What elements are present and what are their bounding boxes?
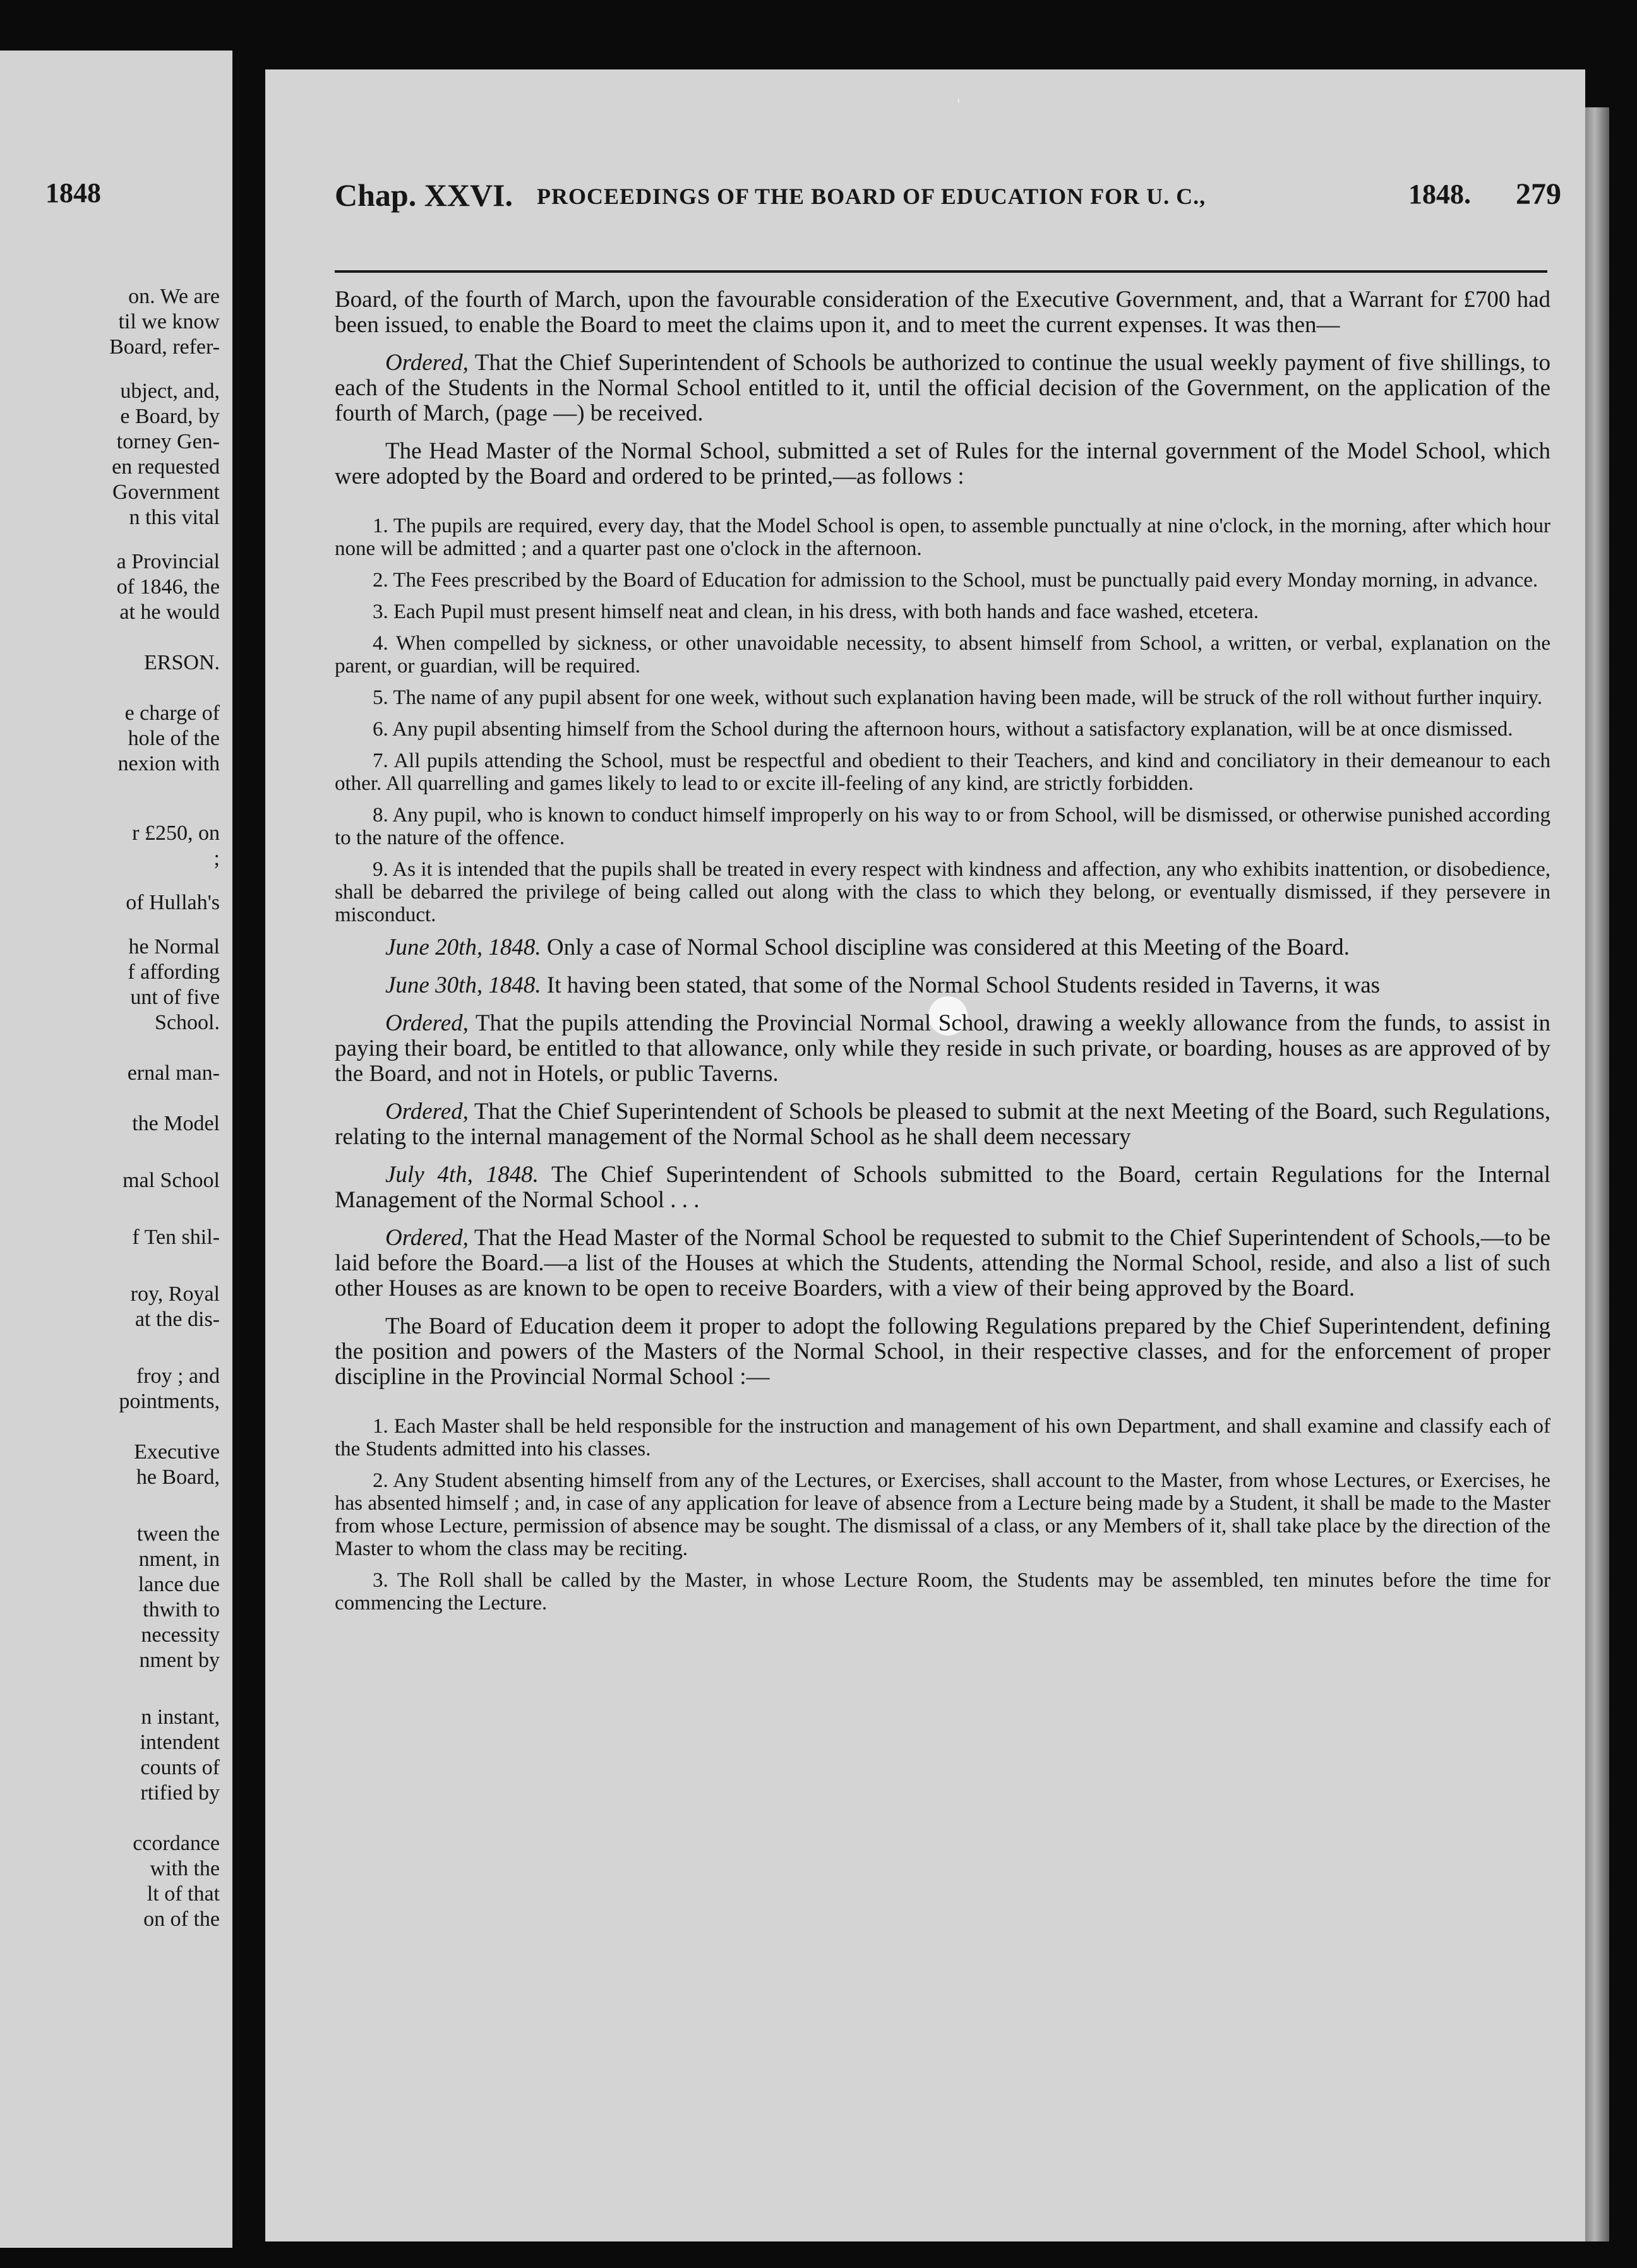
- facing-page: [0, 51, 232, 2248]
- paragraph-text: That the pupils attending the Provincial Normal School, drawing a weekly allowance from the funds, to assist in paying their board, be entitled to that allowance, only while they reside in such private, or boarding, houses as are approved of by the Board, and not in Hotels, or public Taverns.: [335, 1010, 1550, 1087]
- facing-page-text-fragment: unt of five: [130, 986, 220, 1009]
- model-school-rule: 1. The pupils are required, every day, that the Model School is open, to assemble punctually at nine o'clock, in the morning, after which hour none will be admitted ; and a quarter past one o'clock in the afternoon.: [335, 515, 1550, 560]
- facing-page-text-fragment: pointments,: [119, 1390, 220, 1413]
- paragraph-text: That the Chief Superintendent of Schools be pleased to submit at the next Meeting of the Board, such Regulations, relating to the internal management of the Normal School as he shall deem necessary: [335, 1099, 1550, 1150]
- facing-page-text-fragment: School.: [155, 1011, 220, 1034]
- paragraph-text: That the Chief Superintendent of Schools be authorized to continue the usual weekly payment of five shillings, to each of the Students in the Normal School entitled to it, until the official decision of the Government, on the application of the fourth of March, (page —) be received.: [335, 350, 1550, 426]
- paragraph-text: Only a case of Normal School discipline was considered at this Meeting of the Board.: [541, 934, 1350, 960]
- ordered-label: Ordered,: [385, 1099, 469, 1125]
- facing-page-text-fragment: f Ten shil-: [132, 1226, 220, 1249]
- facing-page-text-fragment: mal School: [123, 1169, 220, 1192]
- paragraph: [335, 1226, 1550, 1301]
- meeting-entry: [335, 973, 1550, 998]
- running-year: 1848.: [1408, 179, 1471, 210]
- paragraph: The Board of Education deem it proper to adopt the following Regulations prepared by the Chief Superintendent, defining the position and powers of the Masters of the Normal School, in their respective classes, and for the enforcement of proper discipline in the Provincial Normal School :—: [335, 1313, 1550, 1390]
- facing-page-text-fragment: ;: [213, 847, 220, 870]
- model-school-rule: 8. Any pupil, who is known to conduct himself improperly on his way to or from School, will be dismissed, or otherwise punished according to the nature of the offence.: [335, 804, 1550, 849]
- facing-page-text-fragment: ubject, and,: [120, 379, 220, 403]
- paragraph-text: The Chief Superintendent of Schools submitted to the Board, certain Regulations for the Internal Management of the Normal School . . .: [335, 1162, 1550, 1213]
- facing-page-text-fragment: tween the: [136, 1522, 220, 1546]
- facing-page-text-fragment: roy, Royal: [130, 1282, 220, 1306]
- facing-page-text-fragment: e charge of: [124, 701, 220, 725]
- facing-page-text-fragment: lance due: [138, 1573, 220, 1596]
- facing-page-text-fragment: on of the: [143, 1907, 220, 1931]
- paragraph-text: That the Head Master of the Normal School be requested to submit to the Chief Superintendent of Schools,—to be laid before the Board.—a list of the Houses at which the Students, attending the Normal School, reside, and also a list of such other Houses as are known to be open to receive Boarders, with a view of their being approved by the Board.: [335, 1225, 1550, 1301]
- model-school-rule: 5. The name of any pupil absent for one week, without such explanation having been made, will be struck of the roll without further inquiry.: [373, 686, 1543, 709]
- facing-page-text-fragment: n instant,: [141, 1705, 220, 1729]
- facing-page-text-fragment: he Normal: [128, 935, 220, 958]
- facing-page-text-fragment: thwith to: [143, 1598, 220, 1621]
- page-content: [265, 69, 1585, 2241]
- page-body: [335, 287, 1550, 1623]
- facing-page-text-fragment: at he would: [119, 600, 220, 624]
- facing-page-text-fragment: ERSON.: [144, 651, 220, 674]
- facing-page-text-fragment: lt of that: [147, 1882, 220, 1906]
- facing-page-text-fragment: a Provincial: [116, 550, 220, 573]
- paragraph-text: It having been stated, that some of the Normal School Students resided in Taverns, it was: [541, 972, 1381, 998]
- normal-school-regulation: 2. Any Student absenting himself from any of the Lectures, or Exercises, shall account to the Master, from whose Lectures, or Exercises, he has absented himself ; and, in case of any application for leave of absence from a Lecture being made by a Student, it shall be made to the Master from whose Lecture, permission of absence may be sought. The dismissal of a class, or any Members of it, shall take place by the direction of the Master to whom the class may be reciting.: [335, 1469, 1550, 1560]
- meeting-entry: [335, 935, 1550, 960]
- model-school-rule: 7. All pupils attending the School, must be respectful and obedient to their Teachers, and kind and conciliatory in their demeanour to each other. All quarrelling and games likely to lead to or excite ill-feeling of any kind, are strictly forbidden.: [335, 749, 1550, 795]
- facing-page-text-fragment: of Hullah's: [126, 891, 220, 914]
- ordered-label: Ordered,: [385, 350, 469, 376]
- facing-page-text-fragment: nexion with: [117, 752, 220, 775]
- ordered-label: Ordered,: [385, 1225, 469, 1251]
- facing-page-text-fragment: e Board, by: [120, 405, 220, 428]
- facing-page-text-fragment: n this vital: [129, 506, 220, 529]
- facing-page-text-fragment: necessity: [141, 1623, 220, 1647]
- model-school-rule: 4. When compelled by sickness, or other unavoidable necessity, to absent himself from School, a written, or verbal, explanation on the parent, or guardian, will be required.: [335, 632, 1550, 677]
- normal-school-regulation: 1. Each Master shall be held responsible for the instruction and management of his own Department, and shall examine and classify each of the Students admitted into his classes.: [335, 1415, 1550, 1460]
- running-title: PROCEEDINGS OF THE BOARD OF EDUCATION FOR U. C.,: [537, 184, 1206, 209]
- facing-page-text-fragment: nment, in: [138, 1548, 220, 1571]
- facing-page-text-fragment: at the dis-: [135, 1308, 220, 1331]
- paragraph: Board, of the fourth of March, upon the favourable consideration of the Executive Government, and, that a Warrant for £700 had been issued, to enable the Board to meet the claims upon it, and to meet the current expenses. It was then—: [335, 287, 1550, 338]
- facing-page-text-fragment: with the: [150, 1857, 220, 1880]
- facing-page-text-fragment: of 1846, the: [116, 575, 220, 599]
- model-school-rule: 6. Any pupil absenting himself from the School during the afternoon hours, without a satisfactory explanation, will be at once dismissed.: [373, 718, 1513, 741]
- facing-page-text-fragment: intendent: [140, 1731, 220, 1754]
- facing-page-text-fragment: the Model: [132, 1112, 220, 1135]
- facing-page-text-fragment: en requested: [112, 455, 220, 479]
- facing-page-text-fragment: he Board,: [136, 1465, 220, 1489]
- facing-page-text-fragment: r £250, on: [132, 821, 220, 845]
- header-rule: [335, 270, 1547, 273]
- meeting-date: June 30th, 1848.: [385, 972, 541, 998]
- model-school-rule: 9. As it is intended that the pupils shall be treated in every respect with kindness and affection, any who exhibits inattention, or disobedience, shall be debarred the privilege of being called out along with the class to which they belong, or eventually dismissed, if they persevere in misconduct.: [335, 858, 1550, 926]
- meeting-entry: [335, 1162, 1550, 1213]
- facing-page-year: 1848: [45, 177, 101, 208]
- facing-page-text-fragment: Board, refer-: [109, 335, 220, 359]
- facing-page-text-fragment: Executive: [134, 1440, 220, 1464]
- model-school-rule: 3. Each Pupil must present himself neat and clean, in his dress, with both hands and face washed, etcetera.: [373, 600, 1259, 623]
- page-number: 279: [1516, 177, 1561, 211]
- meeting-date: July 4th, 1848.: [385, 1162, 539, 1188]
- facing-page-text-fragment: counts of: [140, 1756, 220, 1779]
- facing-page-text-fragment: til we know: [118, 310, 220, 333]
- facing-page-text-fragment: on. We are: [128, 285, 220, 308]
- mark: ': [957, 95, 961, 116]
- facing-page-text-fragment: Government: [112, 480, 220, 504]
- facing-page-text-fragment: froy ; and: [136, 1364, 220, 1388]
- running-header: [335, 177, 1561, 221]
- normal-school-regulation: 3. The Roll shall be called by the Master, in whose Lecture Room, the Students may be assembled, ten minutes before the time for commencing the Lecture.: [335, 1569, 1550, 1614]
- facing-page-text-fragment: f affording: [128, 960, 220, 984]
- facing-page-text-fragment: torney Gen-: [116, 430, 220, 453]
- ordered-label: Ordered,: [385, 1010, 469, 1036]
- facing-page-text-fragment: rtified by: [140, 1781, 220, 1805]
- facing-page-text-fragment: ernal man-: [127, 1061, 220, 1085]
- facing-page-text-fragment: hole of the: [128, 727, 220, 750]
- paragraph: The Head Master of the Normal School, submitted a set of Rules for the internal government of the Model School, which were adopted by the Board and ordered to be printed,—as follows :: [335, 438, 1550, 489]
- chapter-label: Chap. XXVI.: [335, 177, 513, 213]
- model-school-rule: 2. The Fees prescribed by the Board of Education for admission to the School, must be punctually paid every Monday morning, in advance.: [373, 569, 1538, 592]
- facing-page-text-fragment: nment by: [139, 1649, 220, 1672]
- paragraph: [335, 1099, 1550, 1150]
- meeting-date: June 20th, 1848.: [385, 934, 541, 960]
- page-edge: [1585, 107, 1609, 2241]
- facing-page-text-fragment: ccordance: [133, 1832, 220, 1855]
- paragraph: [335, 350, 1550, 426]
- paragraph: [335, 1011, 1550, 1087]
